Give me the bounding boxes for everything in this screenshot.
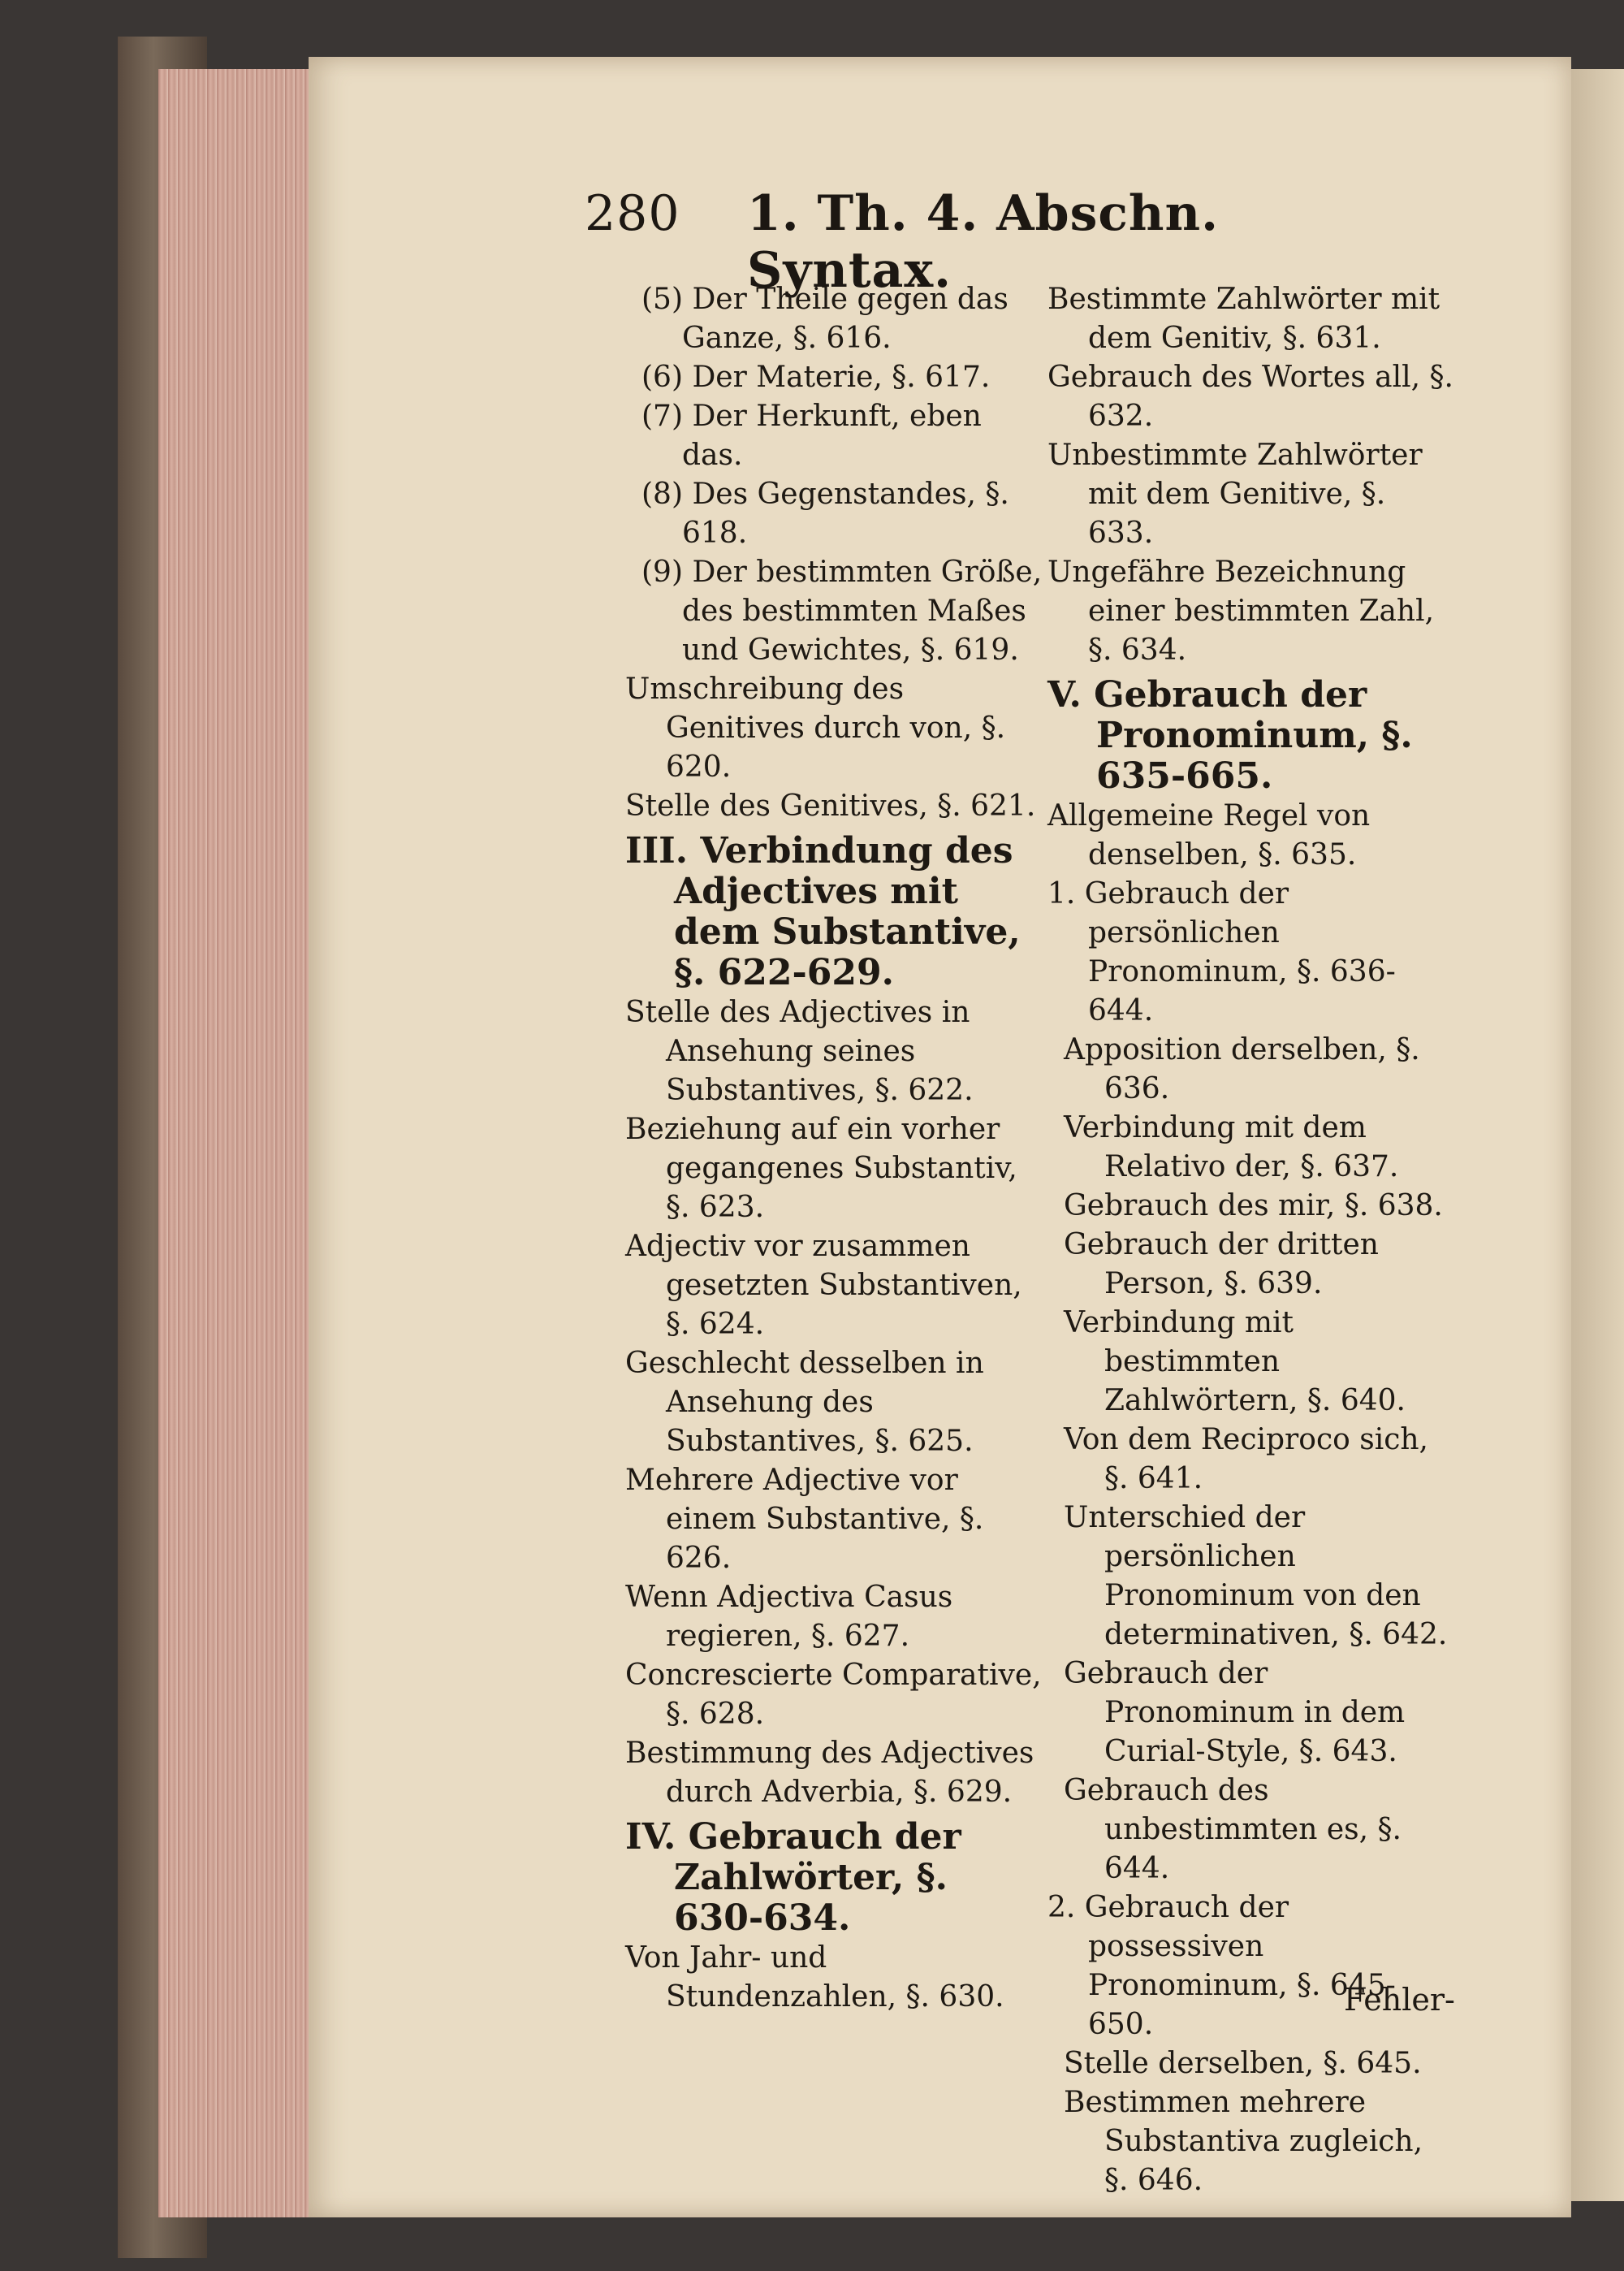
index-entry: Umschreibung des Genitives durch von, §. 620. — [625, 673, 1006, 784]
index-entry: Unterschied der persönlichen Pronominum von den determinativen, §. 642. — [1064, 1501, 1448, 1651]
index-entry: (9) Der bestimmten Größe, des bestimmten Maßes und Gewichtes, §. 619. — [641, 556, 1043, 667]
index-entry: Verbindung mit bestimmten Zahlwörtern, §. 640. — [1064, 1306, 1406, 1417]
index-section-heading: IV. Gebrauch der Zahlwörter, §. 630-634. — [625, 1816, 961, 1939]
page-header — [585, 185, 1299, 299]
index-entry: 2. Gebrauch der possessiven Pronominum, §. 645-650. — [1047, 1891, 1396, 2041]
index-entry: Ungefähre Bezeichnung einer bestimmten Zahl, §. 634. — [1047, 556, 1435, 667]
page-edges — [158, 69, 313, 2217]
index-entry: Unbestimmte Zahlwörter mit dem Genitive, §. 633. — [1047, 439, 1423, 550]
index-entry: Stelle derselben, §. 645. — [1064, 2047, 1422, 2080]
index-entry: Bestimmte Zahlwörter mit dem Genitiv, §. 631. — [1047, 283, 1440, 355]
index-entry: Verbindung mit dem Relativo der, §. 637. — [1064, 1111, 1399, 1183]
index-section-heading: V. Gebrauch der Pronominum, §. 635-665. — [1047, 674, 1413, 797]
index-entry: Bestimmen mehrere Substantiva zugleich, §. 646. — [1064, 2086, 1423, 2197]
index-entry: (6) Der Materie, §. 617. — [641, 361, 991, 394]
index-entry: Wenn Adjectiva Casus regieren, §. 627. — [625, 1581, 953, 1653]
index-entry: Von dem Reciproco sich, §. 641. — [1064, 1423, 1428, 1495]
index-entry: Gebrauch des mir, §. 638. — [1064, 1189, 1443, 1222]
index-entry: Mehrere Adjective vor einem Substantive, §. 626. — [625, 1464, 984, 1575]
index-entry: Gebrauch des unbestimmten es, §. 644. — [1064, 1774, 1402, 1885]
index-section-heading: III. Verbindung des Adjectives mit dem Substantive, §. 622-629. — [625, 830, 1021, 993]
page-number: 280 — [585, 185, 680, 242]
index-entry: 1. Gebrauch der persönlichen Pronominum, §. 636-644. — [1047, 877, 1396, 1027]
index-entry: (7) Der Herkunft, eben das. — [641, 400, 982, 472]
catchword: Fehler- — [1344, 1982, 1455, 2018]
facing-page-edge — [1571, 69, 1624, 2201]
index-entry: Geschlecht desselben in Ansehung des Substantives, §. 625. — [625, 1347, 984, 1458]
index-entry: (8) Des Gegenstandes, §. 618. — [641, 478, 1009, 550]
index-entry: Apposition derselben, §. 636. — [1064, 1033, 1420, 1105]
index-entry: (5) Der Theile gegen das Ganze, §. 616. — [641, 283, 1009, 355]
index-column-right — [1047, 280, 1453, 2200]
index-column-left — [625, 280, 1047, 2017]
running-title: 1. Th. 4. Abschn. Syntax. — [747, 185, 1220, 299]
index-entry: Allgemeine Regel von denselben, §. 635. — [1047, 799, 1371, 872]
index-entry: Gebrauch des Wortes all, §. 632. — [1047, 361, 1453, 433]
index-entry: Bestimmung des Adjectives durch Adverbia, §. 629. — [625, 1737, 1034, 1809]
index-entry: Gebrauch der Pronominum in dem Curial-Style, §. 643. — [1064, 1657, 1406, 1768]
index-entry: Stelle des Genitives, §. 621. — [625, 789, 1036, 823]
index-entry: Adjectiv vor zusammen gesetzten Substantiven, §. 624. — [625, 1230, 1022, 1341]
index-entry: Stelle des Adjectives in Ansehung seines Substantives, §. 622. — [625, 996, 974, 1107]
index-entry: Concrescierte Comparative, §. 628. — [625, 1659, 1042, 1731]
index-entry: Gebrauch der dritten Person, §. 639. — [1064, 1228, 1379, 1300]
index-entry: Beziehung auf ein vorher gegangenes Substantiv, §. 623. — [625, 1113, 1017, 1224]
index-entry: Von Jahr- und Stundenzahlen, §. 630. — [625, 1941, 1004, 2014]
